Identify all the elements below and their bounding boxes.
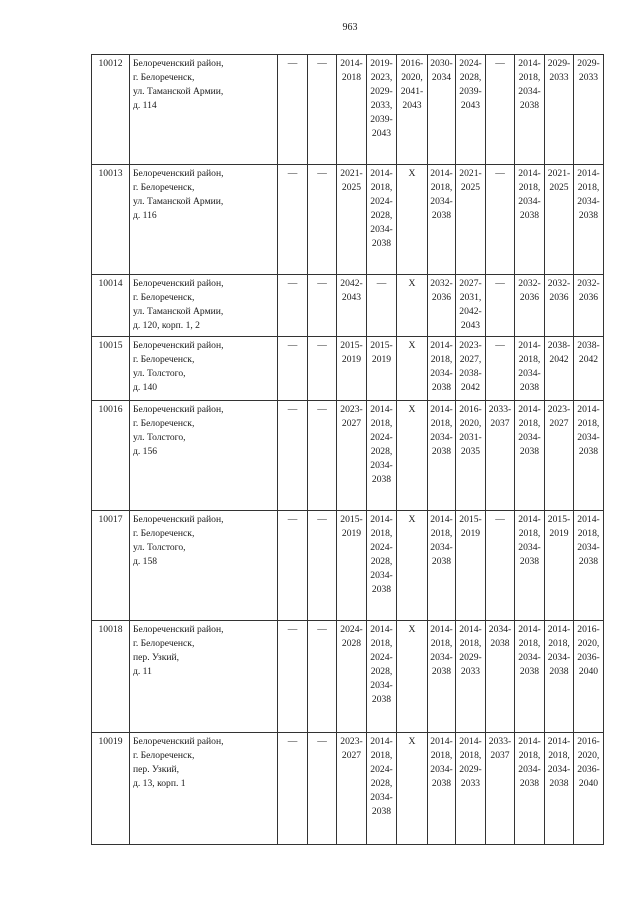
period-cell: —	[486, 55, 515, 165]
period-cell: 2014- 2018, 2034- 2038	[515, 511, 545, 621]
period-cell: 2016- 2020, 2036- 2040	[574, 621, 604, 733]
period-cell: 2014- 2018, 2034- 2038	[574, 401, 604, 511]
period-cell: 2014- 2018, 2034- 2038	[515, 165, 545, 275]
address-line: ул. Таманской Армии,	[133, 86, 224, 97]
object-number-cell: 10013	[92, 165, 130, 275]
period-cell: 2042- 2043	[337, 275, 367, 337]
address-cell	[130, 511, 278, 621]
period-cell: 2014- 2018, 2034- 2038	[545, 621, 574, 733]
address-line: пер. Узкий,	[133, 652, 180, 663]
address-cell	[130, 733, 278, 845]
period-cell: 2014- 2018, 2034- 2038	[515, 401, 545, 511]
period-cell: —	[278, 337, 308, 401]
period-cell: 2024- 2028, 2039- 2043	[456, 55, 486, 165]
period-cell: 2038- 2042	[574, 337, 604, 401]
period-cell: 2023- 2027	[337, 733, 367, 845]
period-cell: 2014- 2018, 2029- 2033	[456, 621, 486, 733]
period-cell: 2014- 2018, 2034- 2038	[428, 401, 456, 511]
object-number-cell: 10017	[92, 511, 130, 621]
address-line: д. 120, корп. 1, 2	[133, 320, 200, 331]
address-line: Белореченский район,	[133, 514, 224, 525]
page-number: 963	[342, 22, 358, 33]
address-line: д. 13, корп. 1	[133, 778, 186, 789]
period-cell: 2014- 2018, 2024- 2028, 2034- 2038	[367, 511, 397, 621]
table-row	[92, 401, 604, 511]
address-line: д. 11	[133, 666, 152, 677]
period-cell: —	[308, 511, 337, 621]
period-cell: —	[367, 275, 397, 337]
period-cell: 2015- 2019	[456, 511, 486, 621]
period-cell: 2015- 2019	[337, 337, 367, 401]
address-line: д. 116	[133, 210, 157, 221]
period-cell: 2021- 2025	[337, 165, 367, 275]
address-line: д. 158	[133, 556, 158, 567]
address-line: г. Белореченск,	[133, 292, 195, 303]
period-cell: X	[397, 275, 428, 337]
address-line: г. Белореченск,	[133, 750, 195, 761]
table-row	[92, 621, 604, 733]
address-line: г. Белореченск,	[133, 638, 195, 649]
period-cell: 2014- 2018, 2034- 2038	[515, 621, 545, 733]
address-line: пер. Узкий,	[133, 764, 180, 775]
address-cell	[130, 621, 278, 733]
object-number-cell: 10015	[92, 337, 130, 401]
period-cell: 2014- 2018, 2034- 2038	[428, 337, 456, 401]
period-cell: 2023- 2027	[337, 401, 367, 511]
period-cell: X	[397, 511, 428, 621]
period-cell: 2034- 2038	[486, 621, 515, 733]
period-cell: —	[278, 401, 308, 511]
address-line: ул. Толстого,	[133, 368, 186, 379]
period-cell: —	[278, 621, 308, 733]
address-line: д. 156	[133, 446, 158, 457]
address-line: ул. Толстого,	[133, 432, 186, 443]
address-line: Белореченский район,	[133, 404, 224, 415]
period-cell: 2014- 2018, 2034- 2038	[545, 733, 574, 845]
period-cell: 2029- 2033	[545, 55, 574, 165]
period-cell: 2032- 2036	[574, 275, 604, 337]
period-cell: —	[308, 733, 337, 845]
address-line: Белореченский район,	[133, 168, 224, 179]
period-cell: 2029- 2033	[574, 55, 604, 165]
period-cell: —	[278, 511, 308, 621]
period-cell: X	[397, 401, 428, 511]
period-cell: —	[278, 275, 308, 337]
table-row	[92, 275, 604, 337]
period-cell: —	[278, 733, 308, 845]
period-cell: 2030- 2034	[428, 55, 456, 165]
address-line: г. Белореченск,	[133, 528, 195, 539]
table-row	[92, 733, 604, 845]
address-line: г. Белореченск,	[133, 182, 195, 193]
period-cell: 2032- 2036	[515, 275, 545, 337]
period-cell: 2024- 2028	[337, 621, 367, 733]
period-cell: 2014- 2018, 2034- 2038	[428, 165, 456, 275]
table-row	[92, 165, 604, 275]
period-cell: —	[308, 401, 337, 511]
period-cell: —	[278, 55, 308, 165]
period-cell: —	[486, 511, 515, 621]
period-cell: —	[486, 165, 515, 275]
period-cell: 2021- 2025	[545, 165, 574, 275]
address-line: ул. Таманской Армии,	[133, 306, 224, 317]
period-cell: 2016- 2020, 2036- 2040	[574, 733, 604, 845]
table-row	[92, 55, 604, 165]
period-cell: 2032- 2036	[545, 275, 574, 337]
period-cell: 2033- 2037	[486, 733, 515, 845]
period-cell: 2033- 2037	[486, 401, 515, 511]
object-number-cell: 10012	[92, 55, 130, 165]
address-line: Белореченский район,	[133, 278, 224, 289]
address-line: г. Белореченск,	[133, 354, 195, 365]
address-cell	[130, 165, 278, 275]
object-number-cell: 10018	[92, 621, 130, 733]
period-cell: 2014- 2018, 2034- 2038	[428, 733, 456, 845]
address-line: д. 140	[133, 382, 158, 393]
object-number-cell: 10019	[92, 733, 130, 845]
period-cell: 2014- 2018, 2034- 2038	[515, 337, 545, 401]
period-cell: 2027- 2031, 2042- 2043	[456, 275, 486, 337]
address-line: Белореченский район,	[133, 340, 224, 351]
period-cell: 2014- 2018, 2034- 2038	[428, 621, 456, 733]
period-cell: —	[308, 275, 337, 337]
period-cell: 2014- 2018, 2034- 2038	[515, 733, 545, 845]
period-cell: —	[308, 621, 337, 733]
period-cell: 2015- 2019	[367, 337, 397, 401]
table-row	[92, 511, 604, 621]
period-cell: 2015- 2019	[545, 511, 574, 621]
register-body	[92, 55, 604, 845]
period-cell: 2021- 2025	[456, 165, 486, 275]
address-line: Белореченский район,	[133, 624, 224, 635]
period-cell: X	[397, 733, 428, 845]
period-cell: 2038- 2042	[545, 337, 574, 401]
period-cell: 2014- 2018, 2034- 2038	[574, 511, 604, 621]
object-number-cell: 10014	[92, 275, 130, 337]
period-cell: 2023- 2027, 2038- 2042	[456, 337, 486, 401]
period-cell: 2014- 2018	[337, 55, 367, 165]
period-cell: 2014- 2018, 2024- 2028, 2034- 2038	[367, 401, 397, 511]
period-cell: 2023- 2027	[545, 401, 574, 511]
address-line: г. Белореченск,	[133, 418, 195, 429]
period-cell: 2016- 2020, 2041- 2043	[397, 55, 428, 165]
period-cell: 2019- 2023, 2029- 2033, 2039- 2043	[367, 55, 397, 165]
period-cell: X	[397, 165, 428, 275]
address-cell	[130, 55, 278, 165]
period-cell: 2014- 2018, 2034- 2038	[515, 55, 545, 165]
table-row	[92, 337, 604, 401]
period-cell: —	[278, 165, 308, 275]
address-cell	[130, 337, 278, 401]
period-cell: 2014- 2018, 2024- 2028, 2034- 2038	[367, 165, 397, 275]
period-cell: —	[308, 165, 337, 275]
address-cell	[130, 401, 278, 511]
period-cell: 2014- 2018, 2024- 2028, 2034- 2038	[367, 733, 397, 845]
period-cell: 2016- 2020, 2031- 2035	[456, 401, 486, 511]
object-number-cell: 10016	[92, 401, 130, 511]
period-cell: —	[486, 337, 515, 401]
address-line: Белореченский район,	[133, 58, 224, 69]
period-cell: 2015- 2019	[337, 511, 367, 621]
address-cell	[130, 275, 278, 337]
period-cell: 2014- 2018, 2029- 2033	[456, 733, 486, 845]
address-line: ул. Таманской Армии,	[133, 196, 224, 207]
address-line: Белореченский район,	[133, 736, 224, 747]
period-cell: 2014- 2018, 2034- 2038	[428, 511, 456, 621]
period-cell: 2014- 2018, 2024- 2028, 2034- 2038	[367, 621, 397, 733]
register-table	[91, 54, 604, 845]
period-cell: 2014- 2018, 2034- 2038	[574, 165, 604, 275]
address-line: д. 114	[133, 100, 157, 111]
period-cell: —	[308, 55, 337, 165]
period-cell: 2032- 2036	[428, 275, 456, 337]
period-cell: —	[486, 275, 515, 337]
period-cell: X	[397, 337, 428, 401]
address-line: г. Белореченск,	[133, 72, 195, 83]
period-cell: X	[397, 621, 428, 733]
period-cell: —	[308, 337, 337, 401]
address-line: ул. Толстого,	[133, 542, 186, 553]
